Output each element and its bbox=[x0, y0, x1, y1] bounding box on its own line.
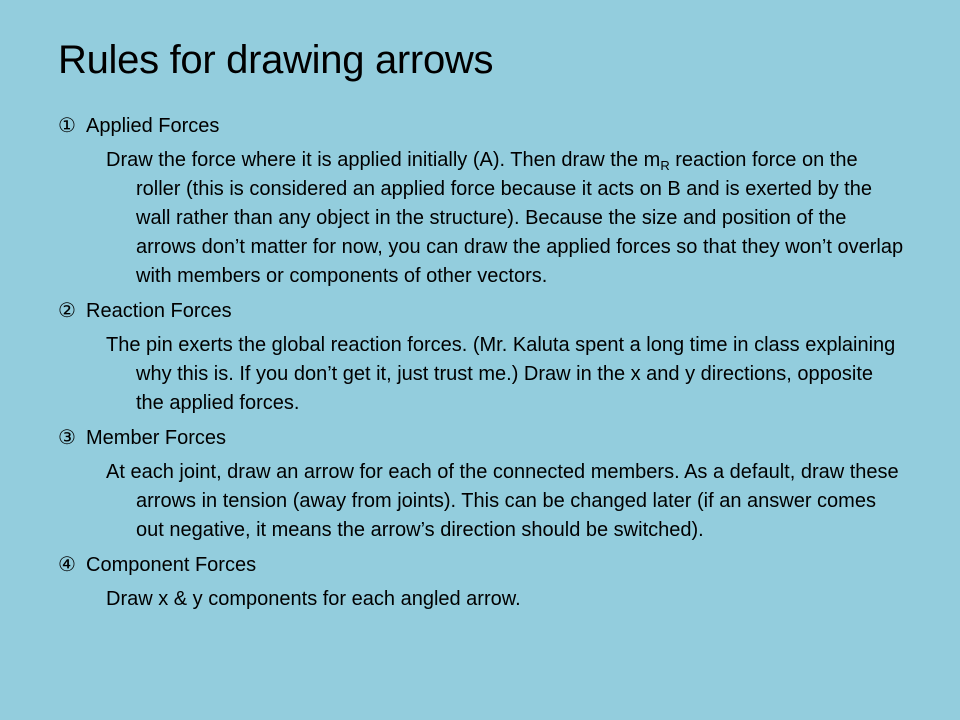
body-text-part: Draw the force where it is applied initially (A). Then draw the m bbox=[106, 149, 661, 171]
section-reaction-forces bbox=[58, 297, 918, 418]
section-heading-label: Reaction Forces bbox=[86, 300, 232, 322]
section-heading-label: Component Forces bbox=[86, 554, 257, 576]
section-heading-label: Member Forces bbox=[86, 427, 227, 449]
section-body-text: Draw x & y components for each angled arrow. bbox=[106, 588, 521, 610]
section-heading bbox=[58, 551, 918, 579]
circled-number-1: ① bbox=[58, 115, 76, 137]
section-body-text: The pin exerts the global reaction forces. (Mr. Kaluta spent a long time in class explaining why this is. If you don’t get it, just trust me.) Draw in the x and y directions, opposite the applied forces. bbox=[106, 334, 896, 414]
section-body-text: At each joint, draw an arrow for each of the connected members. As a default, draw these arrows in tension (away from joints). This can be changed later (if an answer comes out negative, it means the arrow’s direction should be switched). bbox=[106, 461, 899, 541]
section-component-forces bbox=[58, 551, 918, 614]
section-applied-forces bbox=[58, 112, 918, 291]
section-heading bbox=[58, 112, 918, 140]
section-heading-label: Applied Forces bbox=[86, 115, 220, 137]
section-member-forces bbox=[58, 424, 918, 545]
circled-number-4: ④ bbox=[58, 554, 76, 576]
subscript-text: R bbox=[660, 158, 670, 173]
section-heading bbox=[58, 424, 918, 452]
slide-content bbox=[58, 112, 918, 620]
circled-number-2: ② bbox=[58, 300, 76, 322]
section-heading bbox=[58, 297, 918, 325]
slide-title: Rules for drawing arrows bbox=[58, 38, 494, 82]
section-body-text bbox=[106, 146, 906, 291]
body-text-part: reaction force on the roller (this is considered an applied force because it acts on B and is exerted by the wall rather than any object in the structure). Because the size and position of the arrows don’t matter for now, you can draw the applied forces so that they won’t overlap with members or components of other vectors. bbox=[136, 149, 904, 287]
circled-number-3: ③ bbox=[58, 427, 76, 449]
